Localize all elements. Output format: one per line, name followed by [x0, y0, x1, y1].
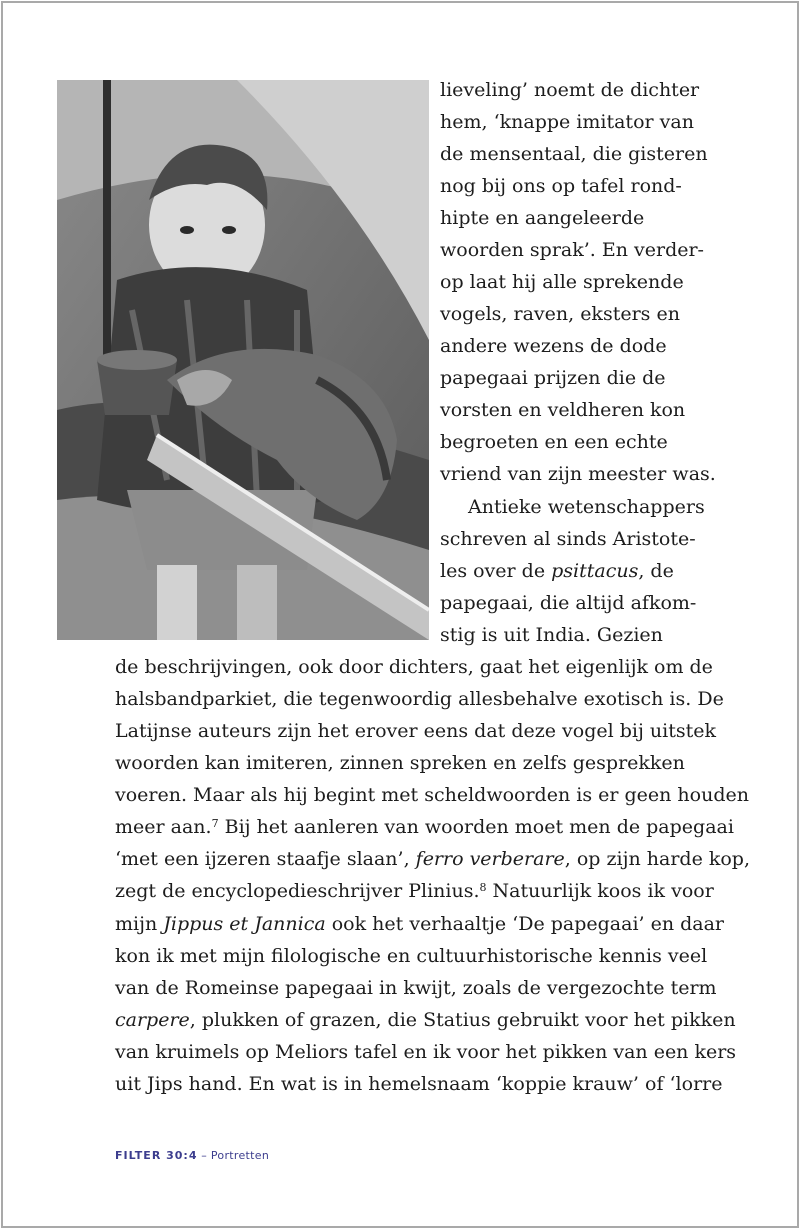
text-segment: de beschrijvingen, ook door dichters, gaat het eigenlijk om de: [115, 656, 713, 678]
text-segment: stig is uit India. Gezien: [440, 624, 663, 646]
text-line: [115, 908, 724, 940]
text-segment: kon ik met mijn filologische en cultuurhistorische kennis veel: [115, 945, 708, 967]
text-line: [440, 587, 696, 619]
text-segment: , plukken of grazen, die Statius gebruikt voor het pikken: [189, 1009, 736, 1031]
text-segment: hem, ‘knappe imitator van: [440, 111, 694, 133]
text-segment: lieveling’ noemt de dichter: [440, 79, 700, 101]
text-line: [440, 234, 704, 266]
text-segment: ‘met een ijzeren staafje slaan’,: [115, 848, 416, 870]
text-line: [115, 651, 713, 683]
text-segment: van kruimels op Meliors tafel en ik voor het pikken van een kers: [115, 1041, 737, 1063]
text-line: [440, 298, 680, 330]
text-segment: vogels, raven, eksters en: [440, 303, 680, 325]
footnote-ref: 7: [211, 817, 219, 830]
text-segment: mijn: [115, 913, 164, 935]
text-line: [440, 555, 674, 587]
text-segment: uit Jips hand. En wat is in hemelsnaam ‘koppie krauw’ of ‘lorre: [115, 1073, 723, 1095]
text-segment: halsbandparkiet, die tegenwoordig allesbehalve exotisch is. De: [115, 688, 724, 710]
text-line: [115, 715, 716, 747]
text-line: [440, 394, 685, 426]
text-line: [440, 426, 668, 458]
text-segment: schreven al sinds Aristote-: [440, 528, 696, 550]
text-segment: ferro verberare: [415, 848, 565, 870]
text-segment: woorden sprak’. En verder-: [440, 239, 704, 261]
text-segment: papegaai, die altijd afkom-: [440, 592, 697, 614]
text-line: [440, 106, 694, 138]
text-segment: psittacus: [551, 560, 639, 582]
text-segment: meer aan.: [115, 816, 212, 838]
section-name: – Portretten: [197, 1149, 270, 1162]
text-line: [468, 491, 705, 523]
footnote-ref: 8: [479, 881, 487, 894]
text-line: [115, 811, 734, 843]
text-line: [115, 683, 724, 715]
text-segment: Bij het aanleren van woorden moet men de papegaai: [218, 816, 734, 838]
text-segment: van de Romeinse papegaai in kwijt, zoals de vergezochte term: [115, 977, 717, 999]
text-line: [115, 972, 717, 1004]
text-segment: ook het verhaaltje ‘De papegaai’ en daar: [325, 913, 725, 935]
text-segment: Latijnse auteurs zijn het erover eens dat deze vogel bij uitstek: [115, 720, 716, 742]
text-segment: papegaai prijzen die de: [440, 367, 666, 389]
text-segment: de mensentaal, die gisteren: [440, 143, 708, 165]
text-line: [440, 202, 644, 234]
text-segment: Natuurlijk koos ik voor: [486, 880, 714, 902]
text-line: [440, 458, 716, 490]
text-line: [115, 940, 707, 972]
text-segment: zegt de encyclopedieschrijver Plinius.: [115, 880, 480, 902]
text-line: [115, 1068, 722, 1100]
text-segment: Antieke wetenschappers: [468, 496, 705, 518]
boy-with-parrot-photo: [57, 80, 429, 640]
text-line: [440, 330, 667, 362]
text-line: [440, 619, 663, 651]
text-segment: , de: [638, 560, 674, 582]
text-segment: hipte en aangeleerde: [440, 207, 645, 229]
text-segment: carpere: [115, 1009, 190, 1031]
text-segment: vorsten en veldheren kon: [440, 399, 686, 421]
text-segment: Jippus et Jannica: [163, 913, 326, 935]
text-segment: andere wezens de dode: [440, 335, 667, 357]
text-segment: , op zijn harde kop,: [564, 848, 751, 870]
text-line: [440, 523, 696, 555]
text-segment: nog bij ons op tafel rond-: [440, 175, 682, 197]
text-line: [440, 170, 682, 202]
text-line: [115, 1036, 736, 1068]
text-line: [440, 362, 666, 394]
text-line: [115, 779, 749, 811]
page-footer: [115, 1149, 269, 1162]
text-line: [115, 1004, 736, 1036]
text-line: [440, 266, 684, 298]
text-line: [115, 875, 714, 907]
text-segment: begroeten en een echte: [440, 431, 668, 453]
text-segment: voeren. Maar als hij begint met scheldwoorden is er geen houden: [115, 784, 749, 806]
text-line: [115, 843, 750, 875]
text-segment: woorden kan imiteren, zinnen spreken en zelfs gesprekken: [115, 752, 685, 774]
text-segment: les over de: [440, 560, 552, 582]
text-segment: vriend van zijn meester was.: [440, 463, 716, 485]
journal-issue: FILTER 30:4: [115, 1149, 198, 1162]
text-segment: op laat hij alle sprekende: [440, 271, 684, 293]
text-line: [115, 747, 685, 779]
text-line: [440, 138, 708, 170]
text-line: [440, 74, 699, 106]
